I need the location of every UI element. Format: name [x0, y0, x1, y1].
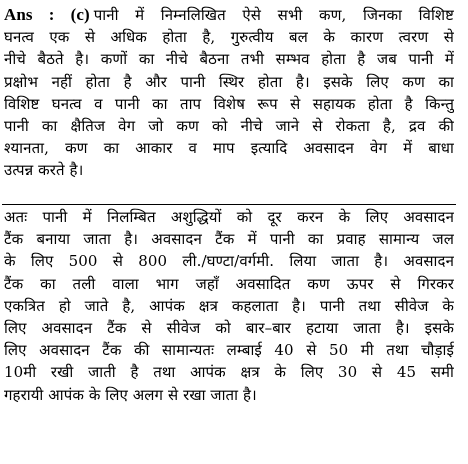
answer-line: श्यानता, कण का आकार व माप इत्यादि अवसादन वेग में बाधा	[4, 139, 454, 158]
answer-paragraph-2	[4, 206, 454, 406]
answer-line: घनत्व एक से अधिक होता है, गुरुत्वीय बल के कारण त्वरण से	[4, 28, 454, 47]
answer-line: गहरायी आपंक के लिए अलग से रखा जाता है।	[4, 385, 257, 404]
answer-line: अतः पानी में निलम्बित अशुद्धियों को दूर करन के लिए अवसादन	[4, 208, 454, 226]
answer-line: एकत्रित हो जाते है, आपंक क्षत्र कहलाता है। पानी तथा सीवेज के	[4, 296, 454, 315]
answer-line: टैंक का तली वाला भाग जहाँ अवसादित कण ऊपर से गिरकर	[4, 274, 454, 293]
answer-line: लिए अवसादन टैंक की सामान्यतः लम्बाई 40 से 50 मी तथा चौड़ाई	[4, 341, 454, 360]
answer-line: लिए अवसादन टैंक से सीवेज को बार–बार हटाया जाता है। इसके	[4, 318, 454, 337]
answer-line: टैंक बनाया जाता है। अवसादन टैंक में पानी का प्रवाह सामान्य जल	[4, 230, 454, 249]
answer-label: Ans : (c)	[4, 5, 90, 24]
answer-line: के लिए 500 से 800 ली./घण्टा/वर्गमी. लिया जाता है। अवसादन	[4, 252, 454, 271]
answer-line: पानी का क्षैतिज वेग जो कण को नीचे जाने से रोकता है, द्रव की	[4, 116, 454, 135]
section-divider	[2, 204, 456, 205]
answer-paragraph-1	[4, 4, 454, 182]
answer-line: विशिष्ट घनत्व व पानी का ताप विशेष रूप से सहायक होता है किन्तु	[4, 94, 454, 113]
answer-line	[4, 4, 454, 26]
answer-line: उत्पन्न करते है।	[4, 161, 84, 180]
answer-line: 10मी रखी जाती है तथा आपंक क्षत्र के लिए 30 से 45 समी	[4, 363, 454, 382]
answer-line: नीचे बैठते है। कणों का नीचे बैठना तभी सम्भव होता है जब पानी में	[4, 50, 454, 69]
answer-line: प्रक्षोभ नहीं होता है और पानी स्थिर होता है। इसके लिए कण का	[4, 72, 454, 91]
answer-line-text: पानी में निम्नलिखित ऐसे सभी कण, जिनका विशिष्ट	[93, 6, 454, 24]
